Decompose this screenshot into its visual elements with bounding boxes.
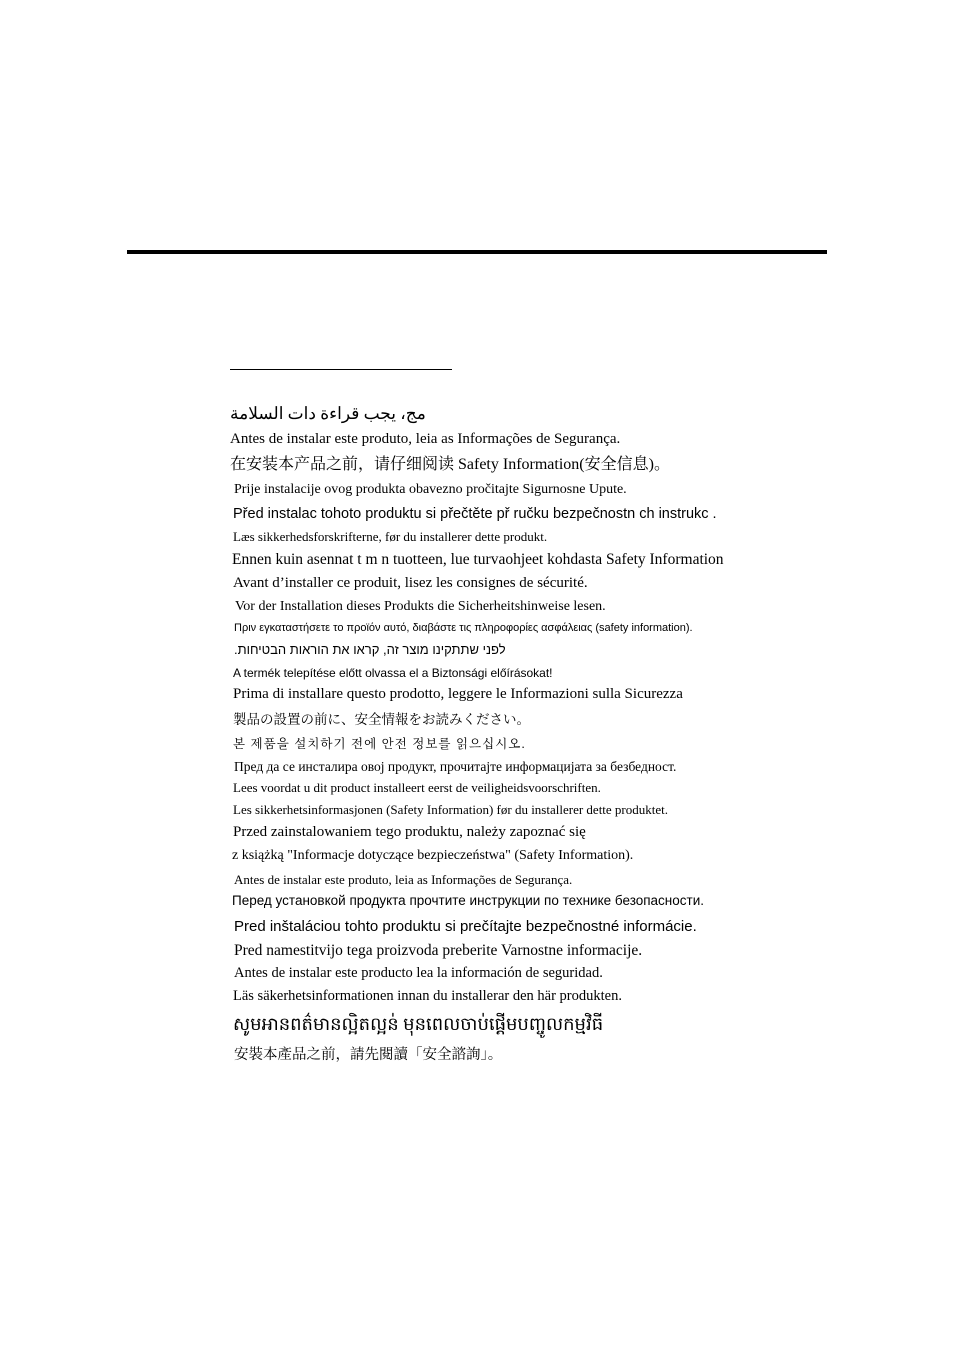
notice-dutch: Lees voordat u dit product installeert eerst de veiligheidsvoorschriften. (233, 780, 601, 795)
notice-czech: Před instalac tohoto produktu si přečtěte př ručku bezpečnostn ch instrukc . (233, 506, 717, 522)
notice-slovak: Pred inštaláciou tohto produktu si prečítajte bezpečnostné informácie. (234, 918, 697, 935)
section-underline-rule (230, 369, 452, 370)
notice-polish-line-2: z książką "Informacje dotyczące bezpieczeństwa" (Safety Information). (232, 848, 634, 863)
notice-portuguese-brazil: Antes de instalar este produto, leia as Informações de Segurança. (230, 431, 621, 447)
notice-french: Avant d’installer ce produit, lisez les consignes de sécurité. (233, 575, 588, 591)
notice-finnish: Ennen kuin asennat t m n tuotteen, lue turvaohjeet kohdasta Safety Information (232, 551, 724, 568)
notice-russian: Перед установкой продукта прочтите инструкции по технике безопасности. (232, 893, 704, 908)
notice-slovenian: Pred namestitvijo tega proizvoda preberite Varnostne informacije. (234, 942, 643, 959)
notice-italian: Prima di installare questo prodotto, leggere le Informazioni sulla Sicurezza (233, 686, 683, 702)
notice-simplified-chinese: 在安装本产品之前，请仔细阅读 Safety Information(安全信息)。 (230, 456, 670, 473)
notice-polish-line-1: Przed zainstalowaniem tego produktu, należy zapoznać się (233, 824, 586, 840)
notice-arabic: مج، يجب قراءة دات السلامة (230, 404, 426, 423)
notice-danish: Læs sikkerhedsforskrifterne, før du installerer dette produkt. (233, 529, 548, 544)
top-horizontal-rule (127, 250, 827, 254)
notice-greek: Πριν εγκαταστήσετε το προϊόν αυτό, διαβάστε τις πληροφορίες ασφάλειας (safety information). (234, 622, 693, 634)
notice-korean: 본 제품을 설치하기 전에 안전 정보를 읽으십시오. (233, 737, 526, 751)
notice-swedish: Läs säkerhetsinformationen innan du installerar den här produkten. (233, 988, 622, 1004)
notice-khmer: សូមអានពត៌មានល្អិតល្អន់ មុនពេលចាប់ផ្តើមបញ្ចូលកម្មវិធី (233, 1014, 604, 1034)
notice-portuguese-portugal: Antes de instalar este produto, leia as Informações de Segurança. (234, 872, 573, 887)
notice-hebrew: לפני שתתקינו מוצר זה, קראו את הוראות הבטיחות. (234, 642, 506, 657)
notice-spanish: Antes de instalar este producto lea la información de seguridad. (234, 965, 603, 981)
notice-norwegian: Les sikkerhetsinformasjonen (Safety Information) før du installerer dette produktet. (233, 802, 669, 817)
notice-macedonian: Пред да се инсталира овој продукт, прочитајте информацијата за безбедност. (234, 759, 677, 774)
notice-croatian: Prije instalacije ovog produkta obavezno pročitajte Sigurnosne Upute. (234, 482, 627, 497)
notice-hungarian: A termék telepítése előtt olvassa el a Biztonsági előírásokat! (233, 666, 553, 680)
notice-traditional-chinese: 安裝本產品之前，請先閱讀「安全諮詢」。 (234, 1047, 503, 1063)
notice-german: Vor der Installation dieses Produkts die Sicherheitshinweise lesen. (235, 599, 606, 614)
notice-japanese: 製品の設置の前に、安全情報をお読みください。 (233, 712, 530, 727)
